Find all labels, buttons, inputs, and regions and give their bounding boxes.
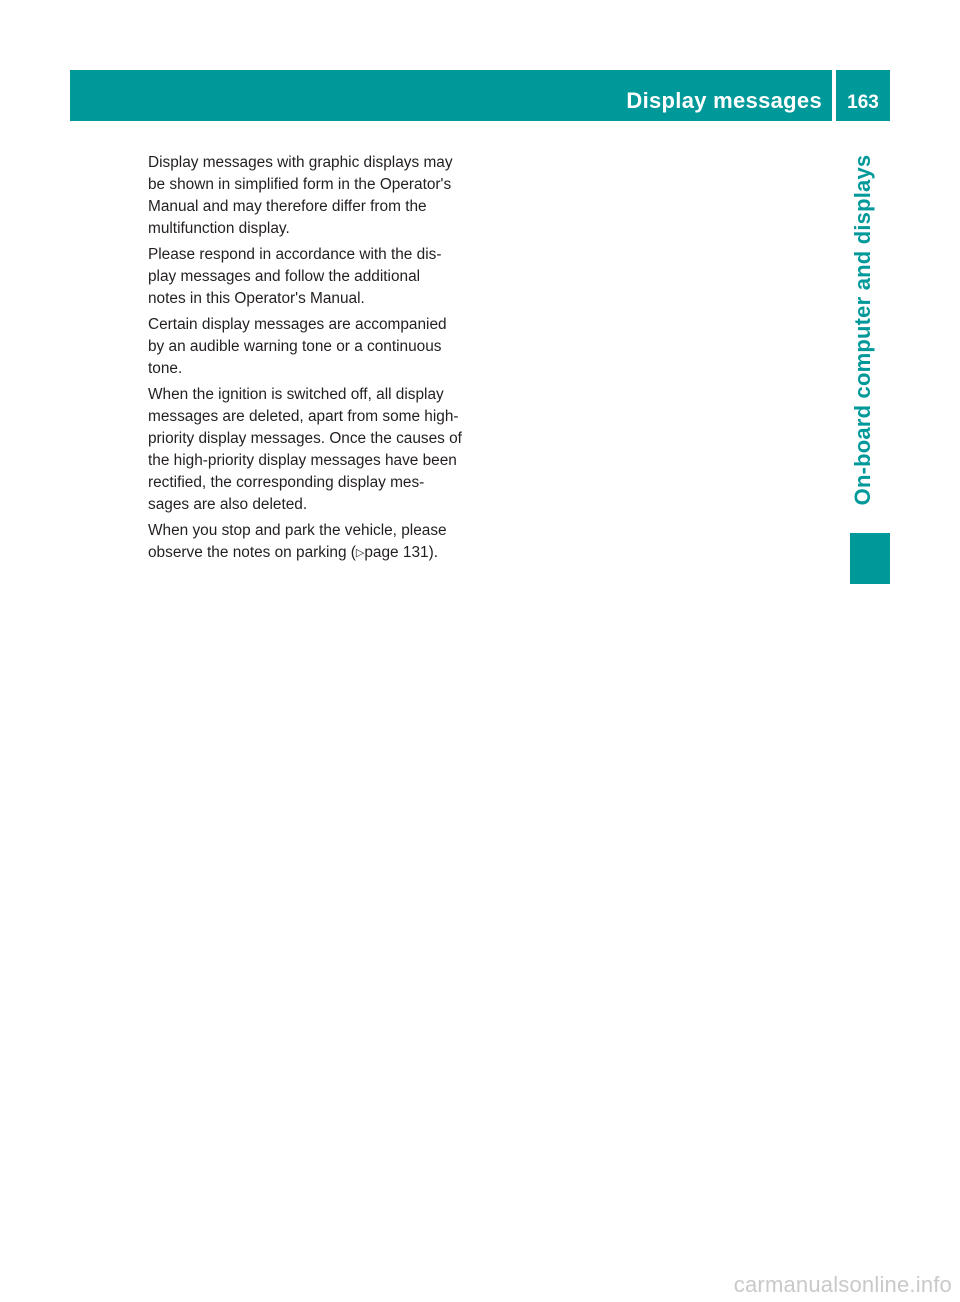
text-line: be shown in simplified form in the Operator's (148, 176, 452, 193)
paragraph (148, 152, 488, 240)
page-number: 163 (847, 92, 879, 113)
text-line: Display messages with graphic displays may (148, 154, 453, 171)
text-line: When the ignition is switched off, all display (148, 386, 444, 403)
text-line: multifunction display. (148, 220, 290, 237)
chapter-thumb-block (850, 533, 890, 584)
text-line: tone. (148, 360, 183, 377)
text-line: play messages and follow the additional (148, 268, 421, 285)
header-bar (70, 70, 832, 121)
paragraph (148, 244, 488, 310)
text-line: by an audible warning tone or a continuous (148, 338, 442, 355)
text-line: When you stop and park the vehicle, please (148, 522, 447, 539)
text-line: priority display messages. Once the causes of (148, 430, 462, 447)
text-line: Manual and may therefore differ from the (148, 198, 427, 215)
text-line: rectified, the corresponding display mes- (148, 474, 425, 491)
body-text (148, 152, 488, 568)
chapter-side-tab (836, 130, 890, 530)
text-line (148, 542, 488, 564)
watermark: carmanualsonline.info (733, 1272, 952, 1297)
paragraph (148, 520, 488, 564)
page-reference-arrow-icon: ▷ (355, 547, 365, 559)
text-line: messages are deleted, apart from some high- (148, 408, 459, 425)
text-fragment: observe the notes on parking ( (148, 544, 356, 561)
page-number-box (836, 70, 890, 121)
paragraph (148, 314, 488, 380)
paragraph (148, 384, 488, 516)
text-line: sages are also deleted. (148, 496, 308, 513)
page-reference-link[interactable]: page 131 (364, 544, 429, 561)
section-title: Display messages (626, 88, 822, 113)
text-fragment: ). (428, 544, 438, 561)
chapter-label: On-board computer and displays (850, 154, 875, 506)
text-line: Certain display messages are accompanied (148, 316, 447, 333)
text-line: the high-priority display messages have been (148, 452, 457, 469)
text-line: Please respond in accordance with the dis- (148, 246, 442, 263)
text-line: notes in this Operator's Manual. (148, 290, 365, 307)
